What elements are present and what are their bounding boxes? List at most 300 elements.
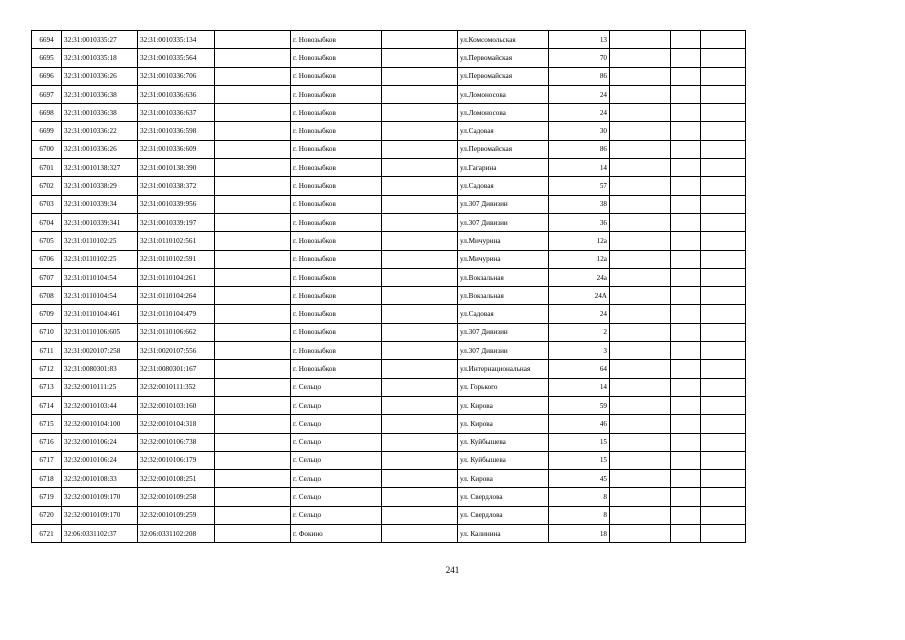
empty-cell — [382, 360, 458, 378]
table-body — [32, 31, 746, 543]
object-cadastral-number-cell: 32:32:0010108:251 — [138, 470, 215, 488]
street-cell: ул.307 Дивизии — [458, 342, 549, 360]
empty-cell — [701, 67, 746, 85]
house-number-cell: 2 — [549, 323, 610, 341]
house-number-cell: 13 — [549, 31, 610, 49]
table-row — [32, 49, 746, 67]
empty-cell — [215, 195, 291, 213]
house-number-cell: 30 — [549, 122, 610, 140]
empty-cell — [382, 305, 458, 323]
empty-cell — [671, 85, 701, 103]
row-number-cell: 6696 — [32, 67, 62, 85]
empty-cell — [382, 31, 458, 49]
street-cell: ул.Комсомольская — [458, 31, 549, 49]
street-cell: ул.Садовая — [458, 305, 549, 323]
cadastral-number-cell: 32:32:0010106:24 — [62, 451, 138, 469]
empty-cell — [701, 177, 746, 195]
empty-cell — [610, 104, 671, 122]
empty-cell — [610, 122, 671, 140]
cadastral-number-cell: 32:31:0110102:25 — [62, 250, 138, 268]
row-number-cell: 6697 — [32, 85, 62, 103]
street-cell: ул.Мичурина — [458, 232, 549, 250]
table-row — [32, 85, 746, 103]
empty-cell — [610, 49, 671, 67]
house-number-cell: 70 — [549, 49, 610, 67]
object-cadastral-number-cell: 32:06:0331102:208 — [138, 525, 215, 543]
empty-cell — [215, 396, 291, 414]
cadastral-number-cell: 32:32:0010104:100 — [62, 415, 138, 433]
object-cadastral-number-cell: 32:31:0010338:372 — [138, 177, 215, 195]
empty-cell — [215, 268, 291, 286]
empty-cell — [701, 250, 746, 268]
empty-cell — [701, 433, 746, 451]
row-number-cell: 6717 — [32, 451, 62, 469]
empty-cell — [215, 323, 291, 341]
empty-cell — [382, 250, 458, 268]
empty-cell — [610, 268, 671, 286]
empty-cell — [671, 433, 701, 451]
cadastral-number-cell: 32:31:0010336:26 — [62, 67, 138, 85]
cadastral-number-cell: 32:32:0010103:44 — [62, 396, 138, 414]
row-number-cell: 6695 — [32, 49, 62, 67]
street-cell: ул. Куйбышева — [458, 433, 549, 451]
empty-cell — [610, 378, 671, 396]
row-number-cell: 6712 — [32, 360, 62, 378]
row-number-cell: 6721 — [32, 525, 62, 543]
row-number-cell: 6708 — [32, 287, 62, 305]
empty-cell — [382, 488, 458, 506]
empty-cell — [610, 250, 671, 268]
cadastral-number-cell: 32:31:0110104:54 — [62, 287, 138, 305]
cadastral-number-cell: 32:32:0010109:170 — [62, 488, 138, 506]
empty-cell — [671, 195, 701, 213]
cadastral-number-cell: 32:31:0080301:83 — [62, 360, 138, 378]
table-row — [32, 451, 746, 469]
street-cell: ул.307 Дивизии — [458, 213, 549, 231]
empty-cell — [382, 342, 458, 360]
empty-cell — [610, 213, 671, 231]
row-number-cell: 6703 — [32, 195, 62, 213]
locality-cell: г. Новозыбков — [291, 287, 382, 305]
object-cadastral-number-cell: 32:32:0010109:258 — [138, 488, 215, 506]
row-number-cell: 6720 — [32, 506, 62, 524]
empty-cell — [215, 85, 291, 103]
empty-cell — [215, 451, 291, 469]
empty-cell — [701, 195, 746, 213]
object-cadastral-number-cell: 32:31:0010339:197 — [138, 213, 215, 231]
empty-cell — [671, 287, 701, 305]
empty-cell — [701, 49, 746, 67]
locality-cell: г. Сельцо — [291, 451, 382, 469]
row-number-cell: 6694 — [32, 31, 62, 49]
empty-cell — [382, 195, 458, 213]
empty-cell — [671, 342, 701, 360]
empty-cell — [701, 323, 746, 341]
empty-cell — [610, 195, 671, 213]
empty-cell — [701, 525, 746, 543]
locality-cell: г. Новозыбков — [291, 305, 382, 323]
street-cell: ул.Вокзальная — [458, 287, 549, 305]
empty-cell — [671, 323, 701, 341]
locality-cell: г. Новозыбков — [291, 49, 382, 67]
row-number-cell: 6699 — [32, 122, 62, 140]
object-cadastral-number-cell: 32:31:0110102:591 — [138, 250, 215, 268]
empty-cell — [701, 31, 746, 49]
empty-cell — [215, 177, 291, 195]
empty-cell — [382, 122, 458, 140]
empty-cell — [382, 287, 458, 305]
empty-cell — [215, 378, 291, 396]
table-row — [32, 360, 746, 378]
empty-cell — [382, 159, 458, 177]
empty-cell — [610, 140, 671, 158]
empty-cell — [701, 396, 746, 414]
object-cadastral-number-cell: 32:31:0110104:264 — [138, 287, 215, 305]
cadastral-number-cell: 32:31:0010339:34 — [62, 195, 138, 213]
street-cell: ул.Гагарина — [458, 159, 549, 177]
empty-cell — [701, 378, 746, 396]
empty-cell — [671, 378, 701, 396]
empty-cell — [382, 506, 458, 524]
cadastral-number-cell: 32:31:0110104:461 — [62, 305, 138, 323]
registry-table-container — [31, 30, 746, 543]
row-number-cell: 6714 — [32, 396, 62, 414]
street-cell: ул. Свердлова — [458, 506, 549, 524]
table-row — [32, 323, 746, 341]
table-row — [32, 396, 746, 414]
house-number-cell: 45 — [549, 470, 610, 488]
street-cell: ул.Садовая — [458, 122, 549, 140]
empty-cell — [382, 104, 458, 122]
cadastral-number-cell: 32:31:0010336:38 — [62, 85, 138, 103]
empty-cell — [382, 396, 458, 414]
empty-cell — [382, 470, 458, 488]
empty-cell — [671, 525, 701, 543]
table-row — [32, 488, 746, 506]
street-cell: ул.Ломоносова — [458, 104, 549, 122]
table-row — [32, 287, 746, 305]
empty-cell — [382, 433, 458, 451]
house-number-cell: 3 — [549, 342, 610, 360]
row-number-cell: 6710 — [32, 323, 62, 341]
locality-cell: г. Новозыбков — [291, 250, 382, 268]
street-cell: ул.Первомайская — [458, 67, 549, 85]
row-number-cell: 6702 — [32, 177, 62, 195]
empty-cell — [215, 250, 291, 268]
row-number-cell: 6707 — [32, 268, 62, 286]
house-number-cell: 14 — [549, 159, 610, 177]
empty-cell — [610, 177, 671, 195]
empty-cell — [701, 451, 746, 469]
empty-cell — [701, 305, 746, 323]
table-row — [32, 122, 746, 140]
house-number-cell: 24 — [549, 305, 610, 323]
empty-cell — [610, 396, 671, 414]
house-number-cell: 24А — [549, 287, 610, 305]
object-cadastral-number-cell: 32:31:0010336:636 — [138, 85, 215, 103]
empty-cell — [382, 415, 458, 433]
object-cadastral-number-cell: 32:31:0010336:637 — [138, 104, 215, 122]
street-cell: ул.Ломоносова — [458, 85, 549, 103]
empty-cell — [701, 287, 746, 305]
table-row — [32, 104, 746, 122]
empty-cell — [215, 415, 291, 433]
empty-cell — [701, 104, 746, 122]
locality-cell: г. Сельцо — [291, 378, 382, 396]
locality-cell: г. Сельцо — [291, 470, 382, 488]
empty-cell — [382, 213, 458, 231]
empty-cell — [671, 67, 701, 85]
cadastral-number-cell: 32:32:0010109:170 — [62, 506, 138, 524]
empty-cell — [382, 525, 458, 543]
locality-cell: г. Новозыбков — [291, 195, 382, 213]
empty-cell — [671, 140, 701, 158]
empty-cell — [610, 415, 671, 433]
street-cell: ул. Калинина — [458, 525, 549, 543]
row-number-cell: 6716 — [32, 433, 62, 451]
empty-cell — [610, 470, 671, 488]
row-number-cell: 6700 — [32, 140, 62, 158]
object-cadastral-number-cell: 32:31:0010335:564 — [138, 49, 215, 67]
street-cell: ул.Садовая — [458, 177, 549, 195]
row-number-cell: 6698 — [32, 104, 62, 122]
table-row — [32, 177, 746, 195]
table-row — [32, 433, 746, 451]
empty-cell — [382, 378, 458, 396]
object-cadastral-number-cell: 32:31:0010336:609 — [138, 140, 215, 158]
house-number-cell: 15 — [549, 451, 610, 469]
cadastral-number-cell: 32:31:0010336:38 — [62, 104, 138, 122]
locality-cell: г. Новозыбков — [291, 140, 382, 158]
empty-cell — [382, 140, 458, 158]
cadastral-number-cell: 32:06:0331102:37 — [62, 525, 138, 543]
empty-cell — [382, 85, 458, 103]
empty-cell — [215, 342, 291, 360]
cadastral-number-cell: 32:31:0110104:54 — [62, 268, 138, 286]
empty-cell — [215, 360, 291, 378]
row-number-cell: 6701 — [32, 159, 62, 177]
empty-cell — [215, 49, 291, 67]
object-cadastral-number-cell: 32:32:0010103:160 — [138, 396, 215, 414]
cadastral-number-cell: 32:31:0110102:25 — [62, 232, 138, 250]
empty-cell — [671, 396, 701, 414]
row-number-cell: 6709 — [32, 305, 62, 323]
empty-cell — [701, 470, 746, 488]
object-cadastral-number-cell: 32:31:0010335:134 — [138, 31, 215, 49]
locality-cell: г. Новозыбков — [291, 177, 382, 195]
empty-cell — [701, 506, 746, 524]
locality-cell: г. Новозыбков — [291, 232, 382, 250]
empty-cell — [610, 67, 671, 85]
empty-cell — [215, 433, 291, 451]
street-cell: ул.Интернациональная — [458, 360, 549, 378]
table-row — [32, 67, 746, 85]
object-cadastral-number-cell: 32:32:0010106:179 — [138, 451, 215, 469]
empty-cell — [215, 67, 291, 85]
empty-cell — [382, 49, 458, 67]
locality-cell: г. Новозыбков — [291, 85, 382, 103]
street-cell: ул. Свердлова — [458, 488, 549, 506]
empty-cell — [671, 213, 701, 231]
empty-cell — [701, 85, 746, 103]
empty-cell — [701, 122, 746, 140]
table-row — [32, 31, 746, 49]
cadastral-number-cell: 32:31:0010336:22 — [62, 122, 138, 140]
empty-cell — [701, 159, 746, 177]
object-cadastral-number-cell: 32:31:0020107:556 — [138, 342, 215, 360]
locality-cell: г. Новозыбков — [291, 268, 382, 286]
empty-cell — [382, 268, 458, 286]
empty-cell — [671, 305, 701, 323]
table-row — [32, 506, 746, 524]
locality-cell: г. Новозыбков — [291, 31, 382, 49]
house-number-cell: 59 — [549, 396, 610, 414]
empty-cell — [382, 323, 458, 341]
locality-cell: г. Сельцо — [291, 506, 382, 524]
street-cell: ул. Куйбышева — [458, 451, 549, 469]
cadastral-number-cell: 32:32:0010108:33 — [62, 470, 138, 488]
table-row — [32, 525, 746, 543]
house-number-cell: 8 — [549, 506, 610, 524]
object-cadastral-number-cell: 32:32:0010111:352 — [138, 378, 215, 396]
empty-cell — [610, 488, 671, 506]
row-number-cell: 6719 — [32, 488, 62, 506]
house-number-cell: 12а — [549, 250, 610, 268]
street-cell: ул.Первомайская — [458, 140, 549, 158]
street-cell: ул. Кирова — [458, 415, 549, 433]
empty-cell — [215, 470, 291, 488]
locality-cell: г. Фокино — [291, 525, 382, 543]
empty-cell — [671, 415, 701, 433]
empty-cell — [671, 104, 701, 122]
empty-cell — [671, 159, 701, 177]
row-number-cell: 6711 — [32, 342, 62, 360]
empty-cell — [610, 525, 671, 543]
empty-cell — [215, 232, 291, 250]
house-number-cell: 86 — [549, 140, 610, 158]
object-cadastral-number-cell: 32:31:0110102:561 — [138, 232, 215, 250]
empty-cell — [610, 342, 671, 360]
row-number-cell: 6715 — [32, 415, 62, 433]
empty-cell — [215, 140, 291, 158]
empty-cell — [610, 85, 671, 103]
table-row — [32, 378, 746, 396]
object-cadastral-number-cell: 32:32:0010106:738 — [138, 433, 215, 451]
row-number-cell: 6705 — [32, 232, 62, 250]
house-number-cell: 57 — [549, 177, 610, 195]
empty-cell — [215, 506, 291, 524]
table-row — [32, 305, 746, 323]
empty-cell — [215, 104, 291, 122]
empty-cell — [382, 232, 458, 250]
empty-cell — [215, 488, 291, 506]
row-number-cell: 6704 — [32, 213, 62, 231]
locality-cell: г. Новозыбков — [291, 104, 382, 122]
table-row — [32, 159, 746, 177]
empty-cell — [215, 159, 291, 177]
row-number-cell: 6718 — [32, 470, 62, 488]
empty-cell — [671, 470, 701, 488]
object-cadastral-number-cell: 32:31:0010336:598 — [138, 122, 215, 140]
empty-cell — [671, 122, 701, 140]
empty-cell — [610, 159, 671, 177]
house-number-cell: 12а — [549, 232, 610, 250]
table-row — [32, 140, 746, 158]
row-number-cell: 6706 — [32, 250, 62, 268]
street-cell: ул. Кирова — [458, 396, 549, 414]
cadastral-number-cell: 32:31:0020107:258 — [62, 342, 138, 360]
cadastral-number-cell: 32:31:0110106:605 — [62, 323, 138, 341]
empty-cell — [671, 451, 701, 469]
locality-cell: г. Новозыбков — [291, 342, 382, 360]
empty-cell — [671, 360, 701, 378]
object-cadastral-number-cell: 32:31:0080301:167 — [138, 360, 215, 378]
empty-cell — [671, 250, 701, 268]
street-cell: ул.Мичурина — [458, 250, 549, 268]
registry-table — [31, 30, 746, 543]
empty-cell — [382, 177, 458, 195]
cadastral-number-cell: 32:31:0010138:327 — [62, 159, 138, 177]
empty-cell — [701, 360, 746, 378]
house-number-cell: 14 — [549, 378, 610, 396]
locality-cell: г. Новозыбков — [291, 122, 382, 140]
empty-cell — [215, 305, 291, 323]
empty-cell — [382, 451, 458, 469]
empty-cell — [610, 360, 671, 378]
locality-cell: г. Новозыбков — [291, 213, 382, 231]
empty-cell — [701, 268, 746, 286]
object-cadastral-number-cell: 32:31:0110106:662 — [138, 323, 215, 341]
table-row — [32, 342, 746, 360]
house-number-cell: 38 — [549, 195, 610, 213]
house-number-cell: 15 — [549, 433, 610, 451]
empty-cell — [610, 451, 671, 469]
house-number-cell: 24 — [549, 85, 610, 103]
house-number-cell: 8 — [549, 488, 610, 506]
object-cadastral-number-cell: 32:31:0010336:706 — [138, 67, 215, 85]
locality-cell: г. Сельцо — [291, 396, 382, 414]
empty-cell — [671, 232, 701, 250]
empty-cell — [382, 67, 458, 85]
table-row — [32, 232, 746, 250]
empty-cell — [215, 31, 291, 49]
cadastral-number-cell: 32:31:0010335:18 — [62, 49, 138, 67]
street-cell: ул.Вокзальная — [458, 268, 549, 286]
object-cadastral-number-cell: 32:31:0110104:479 — [138, 305, 215, 323]
empty-cell — [671, 31, 701, 49]
empty-cell — [701, 488, 746, 506]
street-cell: ул. Горького — [458, 378, 549, 396]
locality-cell: г. Сельцо — [291, 488, 382, 506]
locality-cell: г. Сельцо — [291, 433, 382, 451]
empty-cell — [671, 177, 701, 195]
table-row — [32, 213, 746, 231]
house-number-cell: 86 — [549, 67, 610, 85]
locality-cell: г. Новозыбков — [291, 159, 382, 177]
empty-cell — [610, 305, 671, 323]
empty-cell — [610, 232, 671, 250]
street-cell: ул.Первомайская — [458, 49, 549, 67]
cadastral-number-cell: 32:31:0010335:27 — [62, 31, 138, 49]
cadastral-number-cell: 32:32:0010111:25 — [62, 378, 138, 396]
empty-cell — [215, 122, 291, 140]
locality-cell: г. Новозыбков — [291, 67, 382, 85]
empty-cell — [215, 525, 291, 543]
object-cadastral-number-cell: 32:32:0010109:259 — [138, 506, 215, 524]
empty-cell — [215, 213, 291, 231]
house-number-cell: 46 — [549, 415, 610, 433]
empty-cell — [701, 342, 746, 360]
